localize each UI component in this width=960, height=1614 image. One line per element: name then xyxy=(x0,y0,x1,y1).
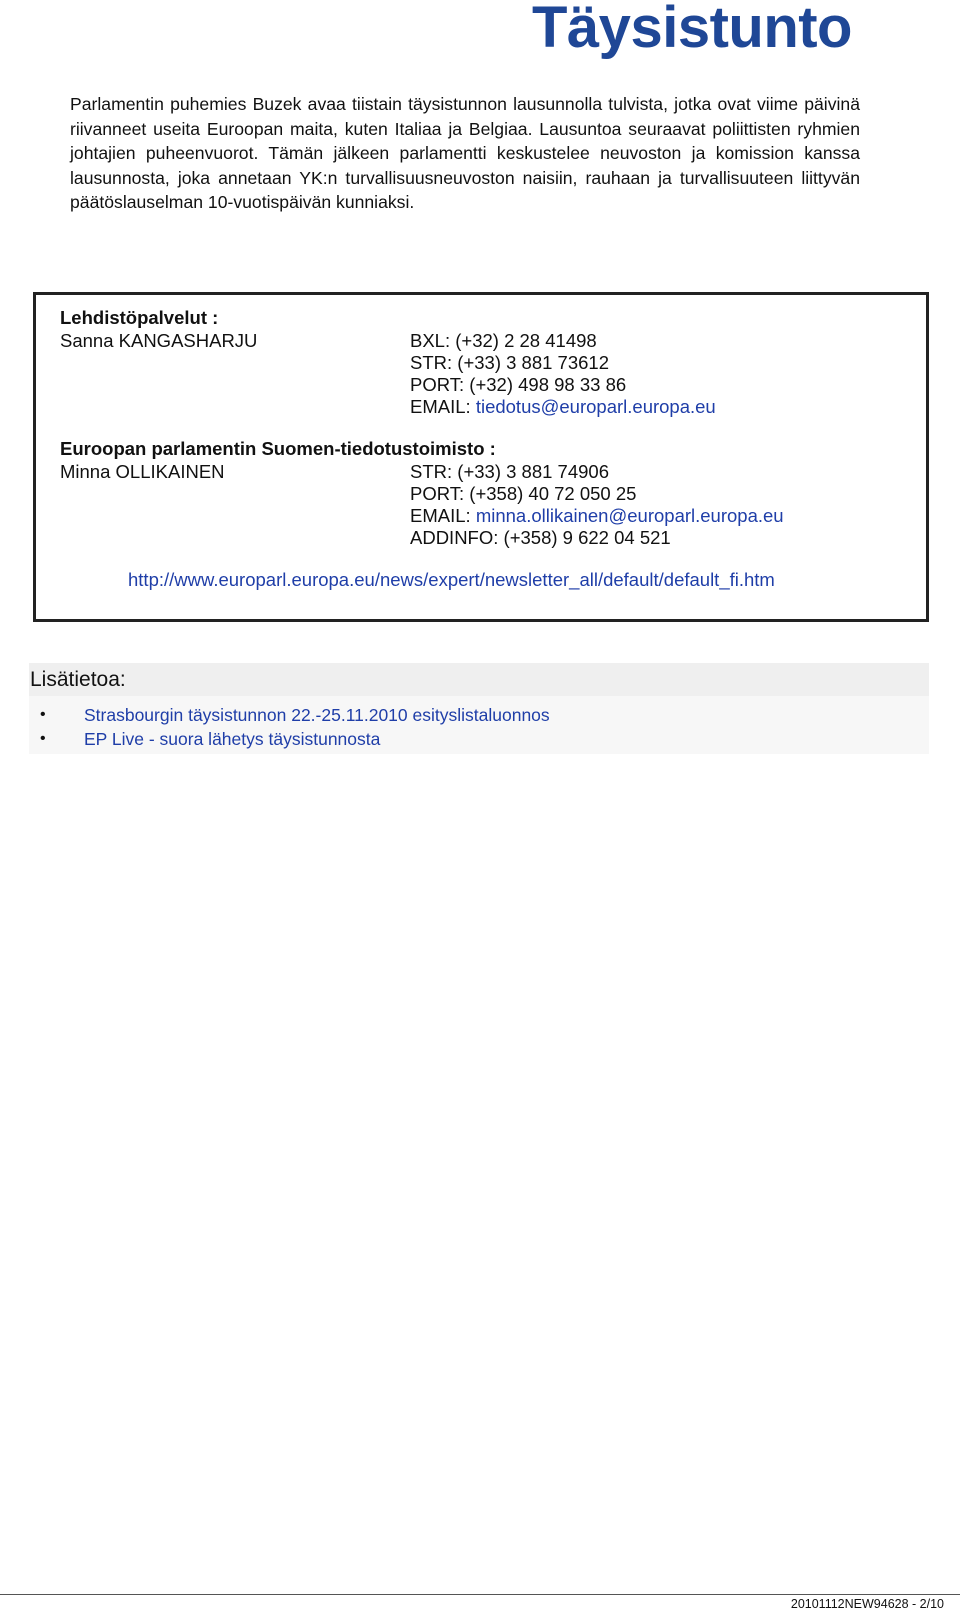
newsletter-url-link[interactable]: http://www.europarl.europa.eu/news/expert/newsletter_all/default/default_fi.htm xyxy=(128,569,775,590)
bullet-icon: • xyxy=(40,730,46,747)
more-info-list xyxy=(29,696,929,754)
footer-divider xyxy=(0,1594,960,1595)
press-service-heading: Lehdistöpalvelut : xyxy=(60,307,219,328)
press-bxl-phone: BXL: (+32) 2 28 41498 xyxy=(410,330,597,351)
office-email-link[interactable]: minna.ollikainen@europarl.europa.eu xyxy=(475,505,784,526)
office-heading: Euroopan parlamentin Suomen-tiedotustoimisto : xyxy=(60,438,496,459)
office-email-label: EMAIL: xyxy=(410,505,476,526)
contact-box xyxy=(33,292,929,622)
press-email-line xyxy=(410,396,716,418)
office-str-phone: STR: (+33) 3 881 74906 xyxy=(410,461,610,482)
footer-reference: 20101112NEW94628 - 2/10 xyxy=(790,1597,944,1611)
office-contact-name: Minna OLLIKAINEN xyxy=(60,461,225,482)
more-info-heading: Lisätietoa: xyxy=(29,663,929,696)
press-contact-name: Sanna KANGASHARJU xyxy=(60,330,258,351)
press-port-phone: PORT: (+32) 498 98 33 86 xyxy=(410,374,627,395)
intro-paragraph: Parlamentin puhemies Buzek avaa tiistain täysistunnon lausunnolla tulvista, jotka ovat viime päivinä riivanneet useita Euroopan maita, kuten Italiaa ja Belgiaa. Lausuntoa seuraavat poliittisten ryhmien johtajien puheenvuorot. Tämän jälkeen parlamentti keskustelee neuvoston ja komission kanssa lausunnosta, joka annetaan YK:n turvallisuusneuvoston naisiin, rauhaan ja turvallisuuteen liittyvän päätöslauselman 10-vuotispäivän kunniaksi. xyxy=(70,94,860,213)
office-port-phone: PORT: (+358) 40 72 050 25 xyxy=(410,483,637,504)
press-email-link[interactable]: tiedotus@europarl.europa.eu xyxy=(475,396,716,417)
page-title: Täysistunto xyxy=(532,0,852,60)
ep-live-link[interactable]: EP Live - suora lähetys täysistunnosta xyxy=(84,729,381,749)
office-addinfo-phone: ADDINFO: (+358) 9 622 04 521 xyxy=(410,527,671,548)
press-email-label: EMAIL: xyxy=(410,396,476,417)
office-email-line xyxy=(410,505,784,527)
bullet-icon: • xyxy=(40,706,46,723)
press-str-phone: STR: (+33) 3 881 73612 xyxy=(410,352,610,373)
agenda-link[interactable]: Strasbourgin täysistunnon 22.-25.11.2010 esityslistaluonnos xyxy=(84,705,550,725)
